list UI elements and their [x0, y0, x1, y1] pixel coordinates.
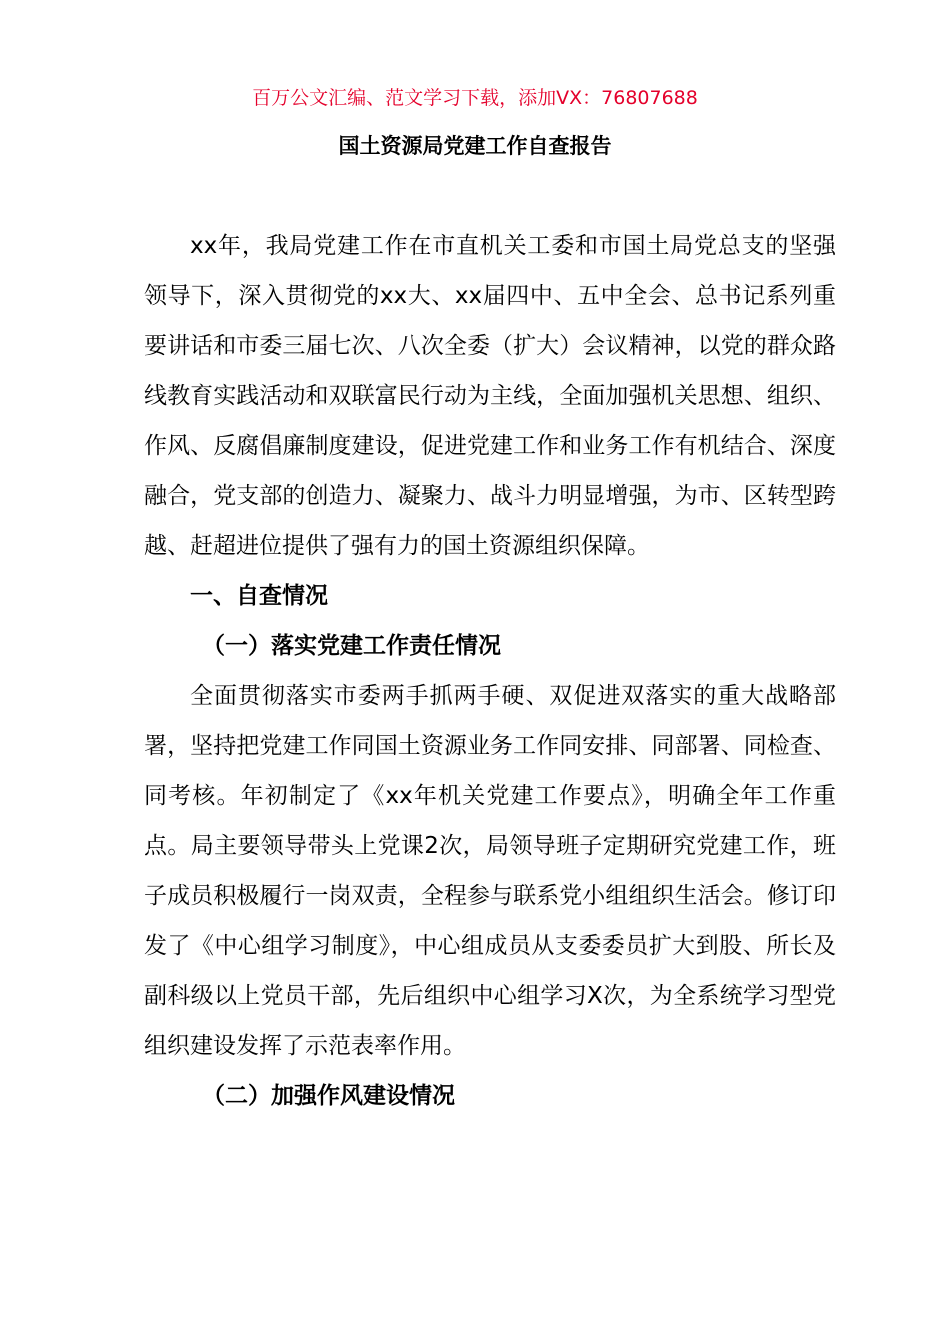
- document-title: 国土资源局党建工作自查报告: [338, 134, 612, 158]
- responsibility-paragraph: 全面贯彻落实市委两手抓两手硬、双促进双落实的重大战略部署，坚持把党建工作同国土资源业务工作同安排、同部署、同检查、同考核。年初制定了《xx年机关党建工作要点》，明确全年工作重点。局主要领导带头上党课2次，局领导班子定期研究党建工作，班子成员积极履行一岗双责，全程参与联系党小组组织生活会。修订印发了《中心组学习制度》，中心组成员从支委委员扩大到股、所长及副科级以上党员干部，先后组织中心组学习X次，为全系统学习型党组织建设发挥了示范表率作用。: [144, 683, 836, 1059]
- subsection-heading-work-style: （二）加强作风建设情况: [202, 1083, 455, 1109]
- document-body: [144, 221, 836, 1121]
- intro-paragraph: xx年，我局党建工作在市直机关工委和市国土局党总支的坚强领导下，深入贯彻党的xx大、xx届四中、五中全会、总书记系列重要讲话和市委三届七次、八次全委（扩大）会议精神，以党的群众路线教育实践活动和双联富民行动为主线，全面加强机关思想、组织、作风、反腐倡廉制度建设，促进党建工作和业务工作有机结合、深度融合，党支部的创造力、凝聚力、战斗力明显增强，为市、区转型跨越、赶超进位提供了强有力的国土资源组织保障。: [144, 233, 836, 559]
- promo-banner: 百万公文汇编、范文学习下载，添加VX：76807688: [252, 87, 698, 109]
- section-heading-self-inspection: 一、自查情况: [190, 583, 328, 609]
- subsection-heading-responsibility: （一）落实党建工作责任情况: [202, 633, 501, 659]
